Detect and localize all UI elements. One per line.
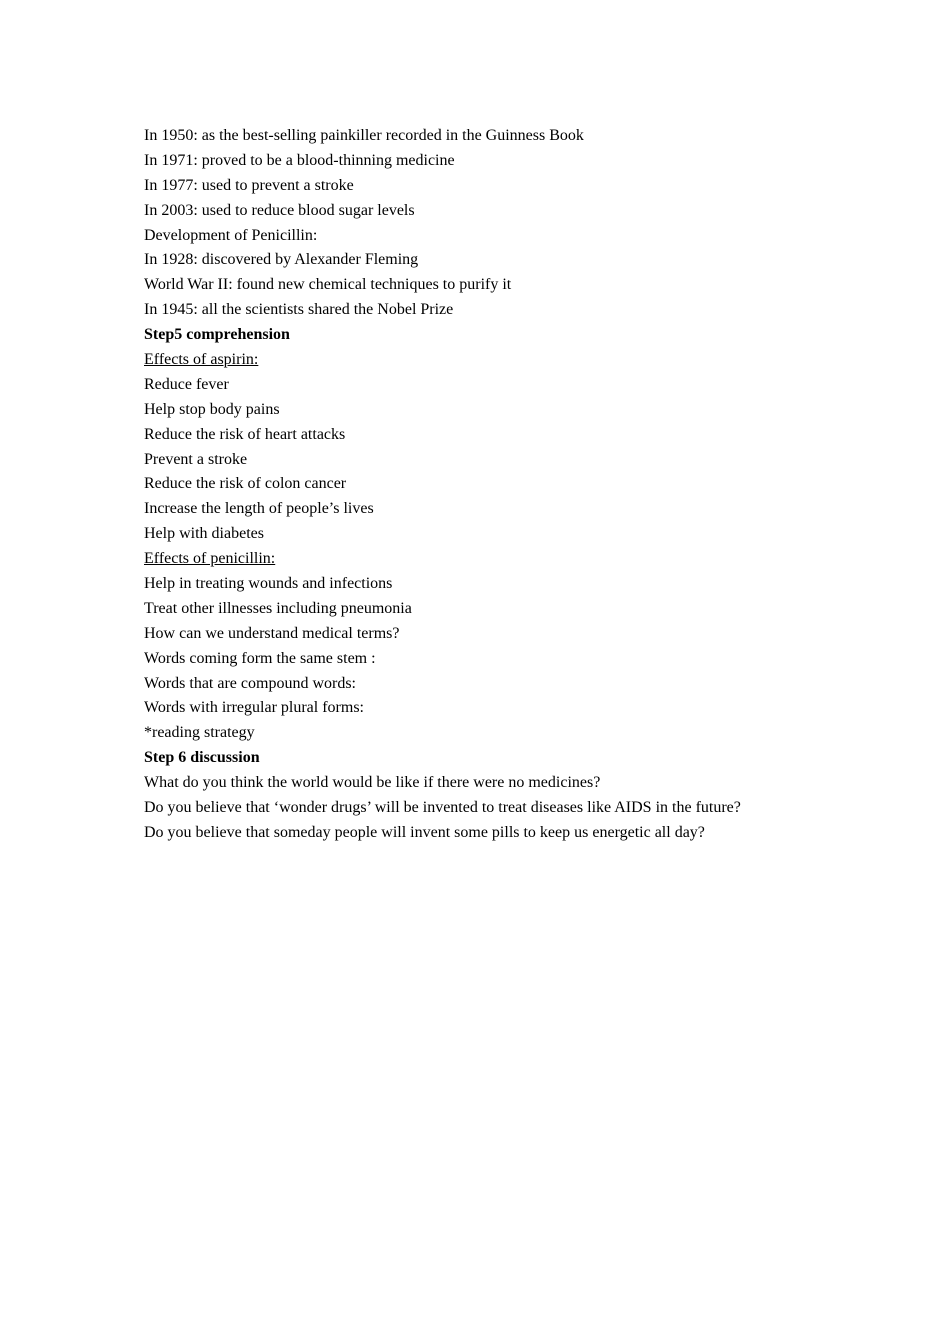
text-line: What do you think the world would be like if there were no medicines? xyxy=(144,774,601,792)
text-line: Words that are compound words: xyxy=(144,674,356,692)
text-line: Reduce the risk of colon cancer xyxy=(144,475,347,493)
text-line: In 1977: used to prevent a stroke xyxy=(144,176,354,194)
text-line: Reduce the risk of heart attacks xyxy=(144,425,346,443)
text-line: Words with irregular plural forms: xyxy=(144,699,364,717)
text-line: How can we understand medical terms? xyxy=(144,624,400,642)
text-line: Increase the length of people’s lives xyxy=(144,500,374,518)
text-line: Reduce fever xyxy=(144,375,229,393)
text-line: In 2003: used to reduce blood sugar levels xyxy=(144,201,415,219)
document-page xyxy=(144,124,904,846)
section-heading: Step5 comprehension xyxy=(144,326,290,344)
text-line: In 1945: all the scientists shared the Nobel Prize xyxy=(144,301,454,319)
text-line: Prevent a stroke xyxy=(144,450,248,468)
section-heading: Step 6 discussion xyxy=(144,749,260,767)
text-line: Words coming form the same stem : xyxy=(144,649,376,667)
text-line: *reading strategy xyxy=(144,724,255,742)
text-line: In 1928: discovered by Alexander Fleming xyxy=(144,251,419,269)
text-line: World War II: found new chemical techniques to purify it xyxy=(144,276,512,294)
text-line: In 1971: proved to be a blood-thinning medicine xyxy=(144,151,455,169)
text-line: Do you believe that someday people will invent some pills to keep us energetic all day? xyxy=(144,823,705,841)
text-line: Development of Penicillin: xyxy=(144,226,318,244)
subheading: Effects of penicillin: xyxy=(144,550,276,568)
text-line: Help with diabetes xyxy=(144,525,264,543)
text-line: Do you believe that ‘wonder drugs’ will be invented to treat diseases like AIDS in the future? xyxy=(144,799,741,817)
text-line: Help in treating wounds and infections xyxy=(144,575,393,593)
text-line: In 1950: as the best-selling painkiller recorded in the Guinness Book xyxy=(144,127,584,144)
text-line: Help stop body pains xyxy=(144,400,280,418)
subheading: Effects of aspirin: xyxy=(144,351,259,369)
text-line: Treat other illnesses including pneumonia xyxy=(144,599,412,617)
